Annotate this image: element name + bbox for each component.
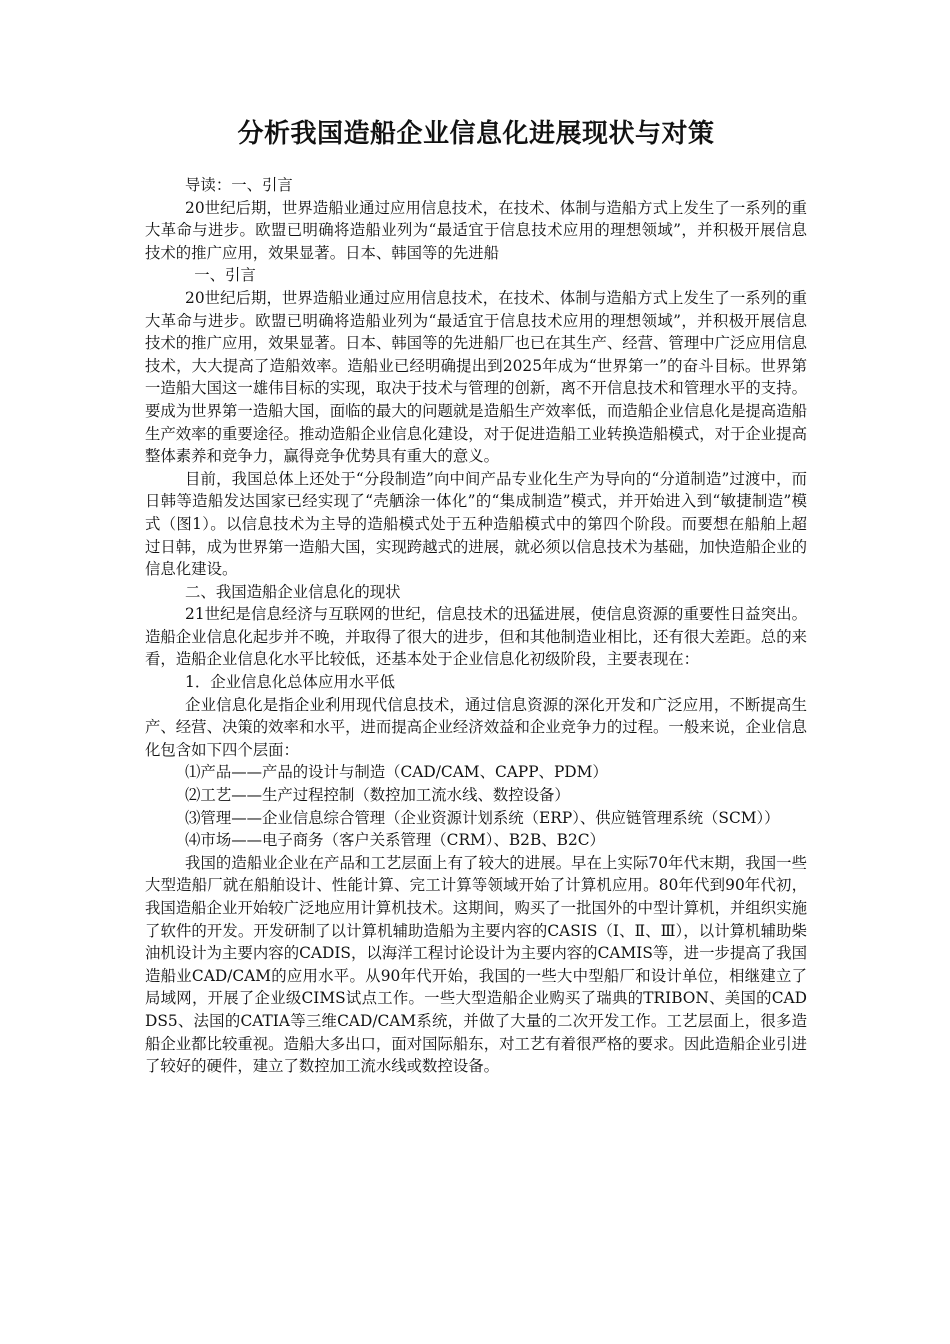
introduction-paragraph-1: 20世纪后期，世界造船业通过应用信息技术，在技术、体制与造船方式上发生了一系列的重大革命与进步。欧盟已明确将造船业列为“最适宜于信息技术应用的理想领域”，并积极开展信息技术的推广应用，效果显著。日本、韩国等的先进船厂也已在其生产、经营、管理中广泛应用信息技术，大大提高了造船效率。造船业已经明确提出到2025年成为“世界第一”的奋斗目标。世界第一造船大国这一雄伟目标的实现，取决于技术与管理的创新，离不开信息技术和管理水平的支持。要成为世界第一造船大国，面临的最大的问题就是造船生产效率低，而造船企业信息化是提高造船生产效率的重要途径。推动造船企业信息化建设，对于促进造船工业转换造船模式，对于企业提高整体素养和竞争力，赢得竞争优势具有重大的意义。 bbox=[145, 288, 807, 466]
shipbuilding-progress-paragraph: 我国的造船业企业在产品和工艺层面上有了较大的进展。早在上实际70年代末期，我国一些大型造船厂就在船舶设计、性能计算、完工计算等领域开始了计算机应用。80年代到90年代初，我国造船企业开始较广泛地应用计算机技术。这期间，购买了一批国外的中型计算机，并组织实施了软件的开发。开发研制了以计算机辅助造船为主要内容的CASIS（Ⅰ、Ⅱ、Ⅲ），以计算机辅助柴油机设计为主要内容的CADIS，以海洋工程讨论设计为主要内容的CAMIS等，进一步提高了我国造船业CAD/CAM的应用水平。从90年代开始，我国的一些大中型船厂和设计单位，相继建立了局域网，开展了企业级CIMS试点工作。一些大型造船企业购买了瑞典的TRIBON、美国的CADDS5、法国的CATIA等三维CAD/CAM系统，并做了大量的二次开发工作。工艺层面上，很多造船企业都比较重视。造船大多出口，面对国际船东，对工艺有着很严格的要求。因此造船企业引进了较好的硬件，建立了数控加工流水线或数控设备。 bbox=[145, 853, 807, 1076]
document-page bbox=[145, 114, 807, 1078]
layer-item-process: ⑵工艺——生产过程控制（数控加工流水线、数控设备） bbox=[185, 786, 570, 805]
introduction-paragraph-2: 目前，我国总体上还处于“分段制造”向中间产品专业化生产为导向的“分道制造”过渡中，而日韩等造船发达国家已经实现了“壳舾涂一体化”的“集成制造”模式，并开始进入到“敏捷制造”模式（图1）。以信息技术为主导的造船模式处于五种造船模式中的第四个阶段。而要想在船舶上超过日韩，成为世界第一造船大国，实现跨越式的进展，就必须以信息技术为基础，加快造船企业的信息化建设。 bbox=[145, 469, 807, 579]
section-heading-introduction: 一、引言 bbox=[194, 266, 256, 285]
lead-summary-paragraph: 20世纪后期，世界造船业通过应用信息技术，在技术、体制与造船方式上发生了一系列的重大革命与进步。欧盟已明确将造船业列为“最适宜于信息技术应用的理想领域”，并积极开展信息技术的推广应用，效果显著。日本、韩国等的先进船 bbox=[145, 198, 807, 262]
lead-paragraph-label: 导读：一、引言 bbox=[185, 176, 293, 194]
layer-item-product: ⑴产品——产品的设计与制造（CAD/CAM、CAPP、PDM） bbox=[185, 763, 608, 782]
layer-item-management: ⑶管理——企业信息综合管理（企业资源计划系统（ERP）、供应链管理系统（SCM）） bbox=[185, 808, 780, 827]
enterprise-informatization-definition: 企业信息化是指企业利用现代信息技术，通过信息资源的深化开发和广泛应用，不断提高生产、经营、决策的效率和水平，进而提高企业经济效益和企业竞争力的过程。一般来说，企业信息化包含如下四个层面： bbox=[145, 695, 807, 759]
current-status-paragraph: 21世纪是信息经济与互联网的世纪，信息技术的迅猛进展，使信息资源的重要性日益突出。造船企业信息化起步并不晚，并取得了很大的进步，但和其他制造业相比，还有很大差距。总的来看，造船企业信息化水平比较低，还基本处于企业信息化初级阶段，主要表现在： bbox=[145, 605, 807, 669]
layer-item-market: ⑷市场——电子商务（客户关系管理（CRM）、B2B、B2C） bbox=[185, 831, 605, 850]
section-heading-current-status: 二、我国造船企业信息化的现状 bbox=[185, 582, 401, 601]
document-title: 分析我国造船企业信息化进展现状与对策 bbox=[237, 119, 715, 149]
subheading-overall-application: 1．企业信息化总体应用水平低 bbox=[185, 673, 395, 692]
